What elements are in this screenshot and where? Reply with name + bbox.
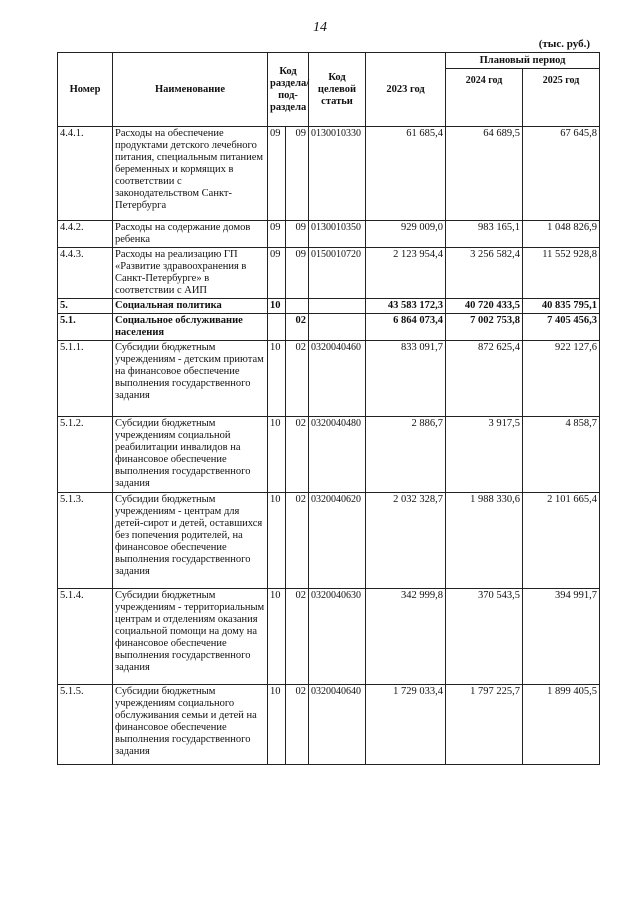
row-subsection-code: 02	[286, 685, 309, 765]
row-subsection-code: 09	[286, 248, 309, 299]
row-value-2025: 2 101 665,4	[523, 493, 600, 589]
row-value-2025: 394 991,7	[523, 589, 600, 685]
row-target-code: 0320040630	[309, 589, 366, 685]
row-value-2025: 4 858,7	[523, 417, 600, 493]
table-body	[58, 127, 600, 765]
row-number: 4.4.2.	[58, 221, 113, 248]
row-subsection-code	[286, 299, 309, 314]
row-section-code: 10	[268, 589, 286, 685]
row-subsection-code: 02	[286, 493, 309, 589]
row-value-2023: 2 886,7	[366, 417, 446, 493]
units-label: (тыс. руб.)	[538, 38, 590, 50]
row-value-2024: 370 543,5	[446, 589, 523, 685]
row-number: 5.	[58, 299, 113, 314]
row-subsection-code: 09	[286, 221, 309, 248]
row-name: Субсидии бюджетным учреждениям социальной реабилитации инвалидов на финансовое обеспечение выполнения государственного задания	[113, 417, 268, 493]
row-value-2024: 40 720 433,5	[446, 299, 523, 314]
row-value-2024: 983 165,1	[446, 221, 523, 248]
row-value-2024: 64 689,5	[446, 127, 523, 221]
row-value-2023: 2 032 328,7	[366, 493, 446, 589]
row-value-2024: 3 256 582,4	[446, 248, 523, 299]
row-number: 5.1.1.	[58, 341, 113, 417]
header-section-code: Код раздела/ под- раздела	[268, 53, 309, 127]
row-number: 5.1.3.	[58, 493, 113, 589]
row-subsection-code: 02	[286, 341, 309, 417]
row-target-code: 0320040480	[309, 417, 366, 493]
row-target-code: 0320040640	[309, 685, 366, 765]
header-2024: 2024 год	[446, 69, 523, 127]
row-value-2023: 6 864 073,4	[366, 314, 446, 341]
header-name: Наименование	[113, 53, 268, 127]
row-value-2024: 872 625,4	[446, 341, 523, 417]
row-value-2023: 342 999,8	[366, 589, 446, 685]
row-target-code: 0130010330	[309, 127, 366, 221]
row-value-2023: 929 009,0	[366, 221, 446, 248]
row-value-2024: 1 988 330,6	[446, 493, 523, 589]
budget-table	[57, 52, 600, 765]
table-row	[58, 299, 600, 314]
row-target-code: 0320040620	[309, 493, 366, 589]
header-planned-period: Плановый период	[446, 53, 600, 69]
row-name: Субсидии бюджетным учреждениям - территориальным центрам и отделениям оказания социальной помощи на дому на финансовое обеспечение выполнения государственного задания	[113, 589, 268, 685]
row-value-2025: 11 552 928,8	[523, 248, 600, 299]
row-value-2025: 922 127,6	[523, 341, 600, 417]
row-number: 4.4.1.	[58, 127, 113, 221]
row-subsection-code: 09	[286, 127, 309, 221]
row-section-code: 10	[268, 493, 286, 589]
row-value-2025: 7 405 456,3	[523, 314, 600, 341]
row-name: Расходы на содержание домов ребенка	[113, 221, 268, 248]
row-subsection-code: 02	[286, 589, 309, 685]
row-target-code	[309, 299, 366, 314]
row-section-code: 09	[268, 127, 286, 221]
table-row	[58, 685, 600, 765]
row-value-2023: 61 685,4	[366, 127, 446, 221]
table-row	[58, 417, 600, 493]
row-value-2023: 2 123 954,4	[366, 248, 446, 299]
row-subsection-code: 02	[286, 417, 309, 493]
row-number: 5.1.2.	[58, 417, 113, 493]
row-section-code: 10	[268, 299, 286, 314]
row-value-2024: 3 917,5	[446, 417, 523, 493]
row-number: 5.1.4.	[58, 589, 113, 685]
table-row	[58, 314, 600, 341]
row-target-code: 0130010350	[309, 221, 366, 248]
row-section-code: 09	[268, 221, 286, 248]
row-name: Субсидии бюджетным учреждениям - центрам для детей-сирот и детей, оставшихся без попечения родителей, на финансовое обеспечение выполнения государственного задания	[113, 493, 268, 589]
row-value-2023: 43 583 172,3	[366, 299, 446, 314]
row-name: Социальное обслуживание населения	[113, 314, 268, 341]
row-value-2025: 67 645,8	[523, 127, 600, 221]
row-target-code	[309, 314, 366, 341]
row-section-code: 10	[268, 685, 286, 765]
table-row	[58, 221, 600, 248]
row-number: 5.1.5.	[58, 685, 113, 765]
header-2025: 2025 год	[523, 69, 600, 127]
row-number: 4.4.3.	[58, 248, 113, 299]
row-name: Субсидии бюджетным учреждениям социального обслуживания семьи и детей на финансовое обеспечение выполнения государственного задания	[113, 685, 268, 765]
row-value-2025: 1 899 405,5	[523, 685, 600, 765]
row-subsection-code: 02	[286, 314, 309, 341]
table-row	[58, 248, 600, 299]
row-value-2023: 833 091,7	[366, 341, 446, 417]
table-row	[58, 589, 600, 685]
header-number: Номер	[58, 53, 113, 127]
row-section-code: 10	[268, 341, 286, 417]
row-section-code	[268, 314, 286, 341]
row-section-code: 10	[268, 417, 286, 493]
table-row	[58, 127, 600, 221]
row-section-code: 09	[268, 248, 286, 299]
row-value-2023: 1 729 033,4	[366, 685, 446, 765]
row-name: Субсидии бюджетным учреждениям - детским приютам на финансовое обеспечение выполнения государственного задания	[113, 341, 268, 417]
row-value-2024: 7 002 753,8	[446, 314, 523, 341]
header-2023: 2023 год	[366, 53, 446, 127]
header-target-code: Код целевой статьи	[309, 53, 366, 127]
row-number: 5.1.	[58, 314, 113, 341]
row-value-2025: 1 048 826,9	[523, 221, 600, 248]
row-name: Расходы на обеспечение продуктами детского лечебного питания, специальным питанием беременных и кормящих в соответствии с законодательством Санкт-Петербурга	[113, 127, 268, 221]
page-number: 14	[313, 20, 327, 35]
row-name: Социальная политика	[113, 299, 268, 314]
row-target-code: 0150010720	[309, 248, 366, 299]
table-row	[58, 493, 600, 589]
row-value-2024: 1 797 225,7	[446, 685, 523, 765]
table-row	[58, 341, 600, 417]
row-value-2025: 40 835 795,1	[523, 299, 600, 314]
row-name: Расходы на реализацию ГП «Развитие здравоохранения в Санкт-Петербурге» в соответствии с АИП	[113, 248, 268, 299]
row-target-code: 0320040460	[309, 341, 366, 417]
